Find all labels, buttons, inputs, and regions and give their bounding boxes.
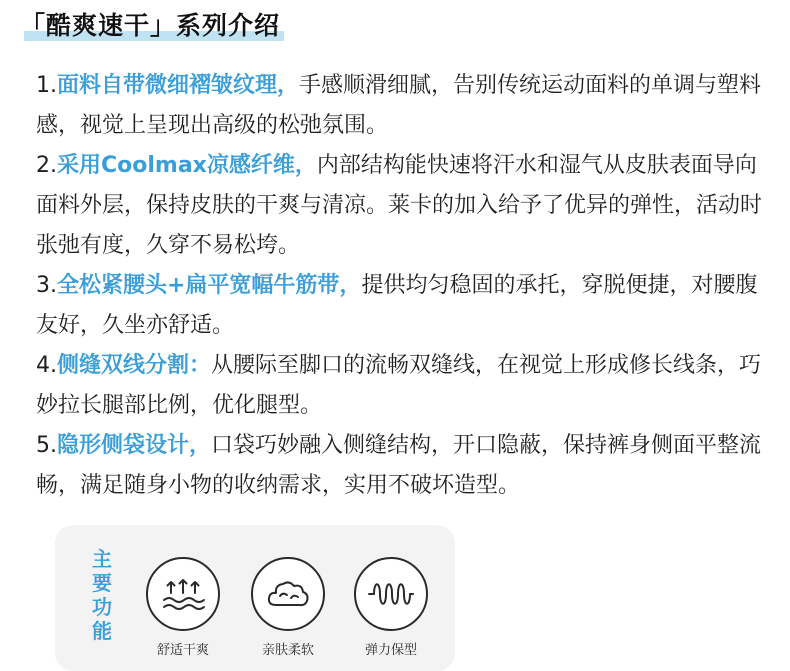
- paragraph-highlight: 侧缝双线分割：: [57, 353, 212, 378]
- paragraph-1: [36, 66, 766, 146]
- paragraph-highlight: 隐形侧袋设计，: [57, 433, 212, 458]
- feature-item-soft: [242, 557, 334, 658]
- functions-title-char: 能: [92, 619, 112, 643]
- paragraph-3: [36, 266, 766, 346]
- paragraph-text: 口袋巧妙融入侧缝结构，开口隐蔽，保持裤身侧面平整流畅，满足随身小物的收纳需求，实用不破坏造型。: [36, 433, 762, 498]
- functions-title: [87, 547, 117, 643]
- paragraph-text: 提供均匀稳固的承托，穿脱便捷，对腰腹友好，久坐亦舒适。: [36, 273, 758, 338]
- spring-icon: [354, 557, 428, 631]
- feature-label: 弹力保型: [364, 643, 417, 658]
- cloud-icon: [251, 557, 325, 631]
- feature-item-dry: [137, 557, 229, 658]
- paragraph-highlight: 采用Coolmax凉感纤维，: [57, 153, 317, 178]
- paragraph-number: 4.: [36, 353, 57, 378]
- paragraph-number: 1.: [36, 73, 57, 98]
- feature-label: 亲肤柔软: [261, 643, 314, 658]
- functions-title-char: 要: [92, 571, 112, 595]
- paragraph-text: 内部结构能快速将汗水和湿气从皮肤表面导向面料外层，保持皮肤的干爽与清凉。莱卡的加入给予了优异的弹性，活动时张弛有度，久穿不易松垮。: [36, 153, 763, 258]
- paragraph-text: 手感顺滑细腻，告别传统运动面料的单调与塑料感，视觉上呈现出高级的松弛氛围。: [36, 73, 762, 138]
- paragraph-4: [36, 346, 766, 426]
- paragraph-number: 5.: [36, 433, 57, 458]
- feature-item-elastic: [345, 557, 437, 658]
- functions-title-char: 功: [92, 595, 112, 619]
- functions-title-char: 主: [92, 547, 112, 571]
- paragraph-number: 3.: [36, 273, 57, 298]
- paragraph-number: 2.: [36, 153, 57, 178]
- paragraph-5: [36, 426, 766, 506]
- paragraph-list: [36, 66, 766, 506]
- paragraph-highlight: 全松紧腰头+扁平宽幅牛筋带，: [57, 273, 362, 298]
- sweat-wave-icon: [146, 557, 220, 631]
- paragraph-text: 从腰际至脚口的流畅双缝线，在视觉上形成修长线条，巧妙拉长腿部比例，优化腿型。: [36, 353, 762, 418]
- paragraph-2: [36, 146, 766, 266]
- functions-card: [55, 525, 455, 671]
- paragraph-highlight: 面料自带微细褶皱纹理，: [57, 73, 300, 98]
- feature-label: 舒适干爽: [156, 643, 209, 658]
- page-title: 「酷爽速干」系列介绍: [20, 6, 284, 42]
- title-wrap: [20, 6, 284, 42]
